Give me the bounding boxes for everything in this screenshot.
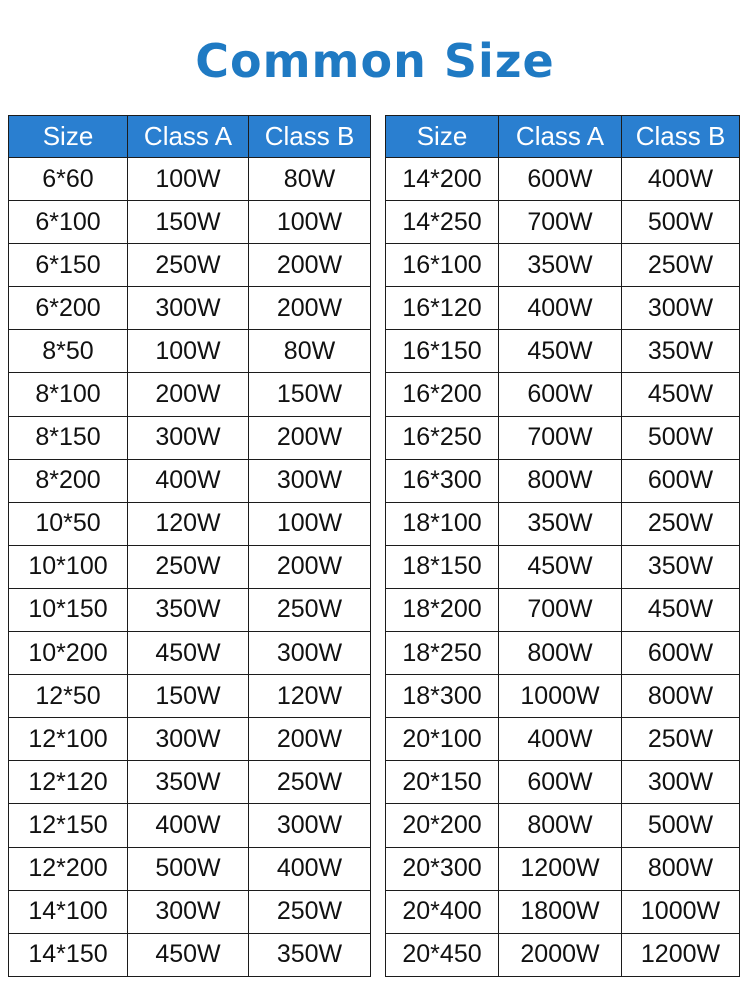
size-cell: 14*100 <box>9 890 128 933</box>
class-a-cell: 300W <box>128 287 249 330</box>
class-b-cell: 250W <box>622 244 740 287</box>
class-b-cell: 500W <box>622 201 740 244</box>
table-row <box>386 373 740 416</box>
table-row <box>9 847 371 890</box>
class-b-cell: 350W <box>622 545 740 588</box>
table-row <box>386 502 740 545</box>
class-b-cell: 300W <box>622 761 740 804</box>
class-a-cell: 120W <box>128 502 249 545</box>
class-b-cell: 250W <box>249 890 371 933</box>
size-cell: 10*200 <box>9 632 128 675</box>
size-cell: 12*50 <box>9 675 128 718</box>
class-a-cell: 200W <box>128 373 249 416</box>
class-b-cell: 500W <box>622 804 740 847</box>
class-b-cell: 400W <box>249 847 371 890</box>
size-cell: 16*250 <box>386 416 499 459</box>
class-a-cell: 350W <box>499 502 622 545</box>
class-a-cell: 150W <box>128 201 249 244</box>
table-row <box>386 632 740 675</box>
class-b-cell: 80W <box>249 158 371 201</box>
header-size: Size <box>386 116 499 158</box>
table-row <box>386 847 740 890</box>
size-cell: 14*200 <box>386 158 499 201</box>
table-row <box>386 459 740 502</box>
class-b-cell: 1200W <box>622 933 740 976</box>
table-row <box>386 416 740 459</box>
class-a-cell: 450W <box>128 632 249 675</box>
table-row <box>9 545 371 588</box>
size-cell: 18*300 <box>386 675 499 718</box>
class-a-cell: 450W <box>499 330 622 373</box>
size-cell: 16*120 <box>386 287 499 330</box>
class-a-cell: 500W <box>128 847 249 890</box>
class-a-cell: 450W <box>499 545 622 588</box>
header-class-b: Class B <box>622 116 740 158</box>
size-cell: 14*150 <box>9 933 128 976</box>
class-a-cell: 1200W <box>499 847 622 890</box>
class-a-cell: 400W <box>499 718 622 761</box>
table-row <box>9 804 371 847</box>
class-b-cell: 200W <box>249 416 371 459</box>
size-cell: 6*150 <box>9 244 128 287</box>
class-a-cell: 150W <box>128 675 249 718</box>
table-row <box>9 244 371 287</box>
size-cell: 16*150 <box>386 330 499 373</box>
page-title: Common Size <box>195 34 555 88</box>
class-a-cell: 300W <box>128 890 249 933</box>
class-b-cell: 100W <box>249 201 371 244</box>
class-b-cell: 100W <box>249 502 371 545</box>
class-a-cell: 700W <box>499 201 622 244</box>
size-cell: 10*150 <box>9 588 128 631</box>
class-a-cell: 300W <box>128 416 249 459</box>
table-row <box>9 330 371 373</box>
class-b-cell: 1000W <box>622 890 740 933</box>
class-b-cell: 800W <box>622 847 740 890</box>
table-row <box>386 201 740 244</box>
size-cell: 14*250 <box>386 201 499 244</box>
size-cell: 10*100 <box>9 545 128 588</box>
class-a-cell: 800W <box>499 459 622 502</box>
table-row <box>9 373 371 416</box>
table-row <box>386 588 740 631</box>
class-b-cell: 200W <box>249 718 371 761</box>
table-row <box>386 761 740 804</box>
class-a-cell: 400W <box>499 287 622 330</box>
size-table-left <box>8 115 371 977</box>
class-a-cell: 600W <box>499 373 622 416</box>
class-a-cell: 350W <box>128 588 249 631</box>
class-a-cell: 2000W <box>499 933 622 976</box>
size-cell: 20*150 <box>386 761 499 804</box>
class-b-cell: 200W <box>249 244 371 287</box>
size-cell: 8*200 <box>9 459 128 502</box>
table-header-row <box>9 116 371 158</box>
header-size: Size <box>9 116 128 158</box>
size-cell: 18*250 <box>386 632 499 675</box>
size-table-right <box>385 115 740 977</box>
table-row <box>386 804 740 847</box>
table-row <box>386 545 740 588</box>
size-cell: 6*100 <box>9 201 128 244</box>
size-cell: 20*450 <box>386 933 499 976</box>
header-class-a: Class A <box>128 116 249 158</box>
class-a-cell: 350W <box>128 761 249 804</box>
class-b-cell: 300W <box>622 287 740 330</box>
class-b-cell: 350W <box>249 933 371 976</box>
size-cell: 18*150 <box>386 545 499 588</box>
table-row <box>386 287 740 330</box>
size-cell: 20*200 <box>386 804 499 847</box>
class-b-cell: 200W <box>249 545 371 588</box>
class-a-cell: 400W <box>128 459 249 502</box>
class-b-cell: 600W <box>622 632 740 675</box>
table-row <box>9 502 371 545</box>
size-cell: 12*150 <box>9 804 128 847</box>
table-row <box>386 890 740 933</box>
size-cell: 20*300 <box>386 847 499 890</box>
table-row <box>386 933 740 976</box>
class-b-cell: 800W <box>622 675 740 718</box>
class-a-cell: 600W <box>499 158 622 201</box>
class-b-cell: 300W <box>249 632 371 675</box>
class-b-cell: 120W <box>249 675 371 718</box>
table-row <box>9 201 371 244</box>
class-a-cell: 100W <box>128 158 249 201</box>
class-b-cell: 200W <box>249 287 371 330</box>
table-row <box>386 718 740 761</box>
class-a-cell: 250W <box>128 244 249 287</box>
class-a-cell: 400W <box>128 804 249 847</box>
size-cell: 18*200 <box>386 588 499 631</box>
table-row <box>9 675 371 718</box>
table-row <box>9 588 371 631</box>
table-row <box>9 718 371 761</box>
size-cell: 20*400 <box>386 890 499 933</box>
table-row <box>9 890 371 933</box>
table-row <box>386 158 740 201</box>
table-row <box>9 933 371 976</box>
size-cell: 8*100 <box>9 373 128 416</box>
table-row <box>386 330 740 373</box>
class-a-cell: 700W <box>499 416 622 459</box>
table-row <box>9 416 371 459</box>
class-b-cell: 400W <box>622 158 740 201</box>
table-row <box>9 632 371 675</box>
class-a-cell: 600W <box>499 761 622 804</box>
class-a-cell: 1000W <box>499 675 622 718</box>
class-b-cell: 300W <box>249 804 371 847</box>
size-cell: 12*100 <box>9 718 128 761</box>
class-b-cell: 600W <box>622 459 740 502</box>
class-b-cell: 250W <box>249 588 371 631</box>
table-row <box>9 287 371 330</box>
header-class-a: Class A <box>499 116 622 158</box>
class-b-cell: 80W <box>249 330 371 373</box>
class-b-cell: 150W <box>249 373 371 416</box>
class-b-cell: 250W <box>249 761 371 804</box>
class-b-cell: 450W <box>622 373 740 416</box>
table-row <box>386 244 740 287</box>
table-row <box>9 158 371 201</box>
size-cell: 12*200 <box>9 847 128 890</box>
size-cell: 6*200 <box>9 287 128 330</box>
table-row <box>386 675 740 718</box>
header-class-b: Class B <box>249 116 371 158</box>
class-b-cell: 250W <box>622 718 740 761</box>
size-cell: 6*60 <box>9 158 128 201</box>
size-cell: 20*100 <box>386 718 499 761</box>
class-a-cell: 1800W <box>499 890 622 933</box>
size-cell: 12*120 <box>9 761 128 804</box>
class-a-cell: 250W <box>128 545 249 588</box>
size-cell: 16*300 <box>386 459 499 502</box>
class-a-cell: 100W <box>128 330 249 373</box>
table-row <box>9 761 371 804</box>
size-cell: 8*150 <box>9 416 128 459</box>
class-a-cell: 450W <box>128 933 249 976</box>
class-b-cell: 450W <box>622 588 740 631</box>
size-cell: 16*100 <box>386 244 499 287</box>
class-a-cell: 800W <box>499 632 622 675</box>
size-cell: 8*50 <box>9 330 128 373</box>
class-a-cell: 700W <box>499 588 622 631</box>
class-b-cell: 350W <box>622 330 740 373</box>
class-b-cell: 250W <box>622 502 740 545</box>
class-a-cell: 300W <box>128 718 249 761</box>
size-cell: 10*50 <box>9 502 128 545</box>
table-header-row <box>386 116 740 158</box>
class-a-cell: 800W <box>499 804 622 847</box>
class-a-cell: 350W <box>499 244 622 287</box>
size-cell: 16*200 <box>386 373 499 416</box>
class-b-cell: 500W <box>622 416 740 459</box>
class-b-cell: 300W <box>249 459 371 502</box>
table-row <box>9 459 371 502</box>
size-cell: 18*100 <box>386 502 499 545</box>
